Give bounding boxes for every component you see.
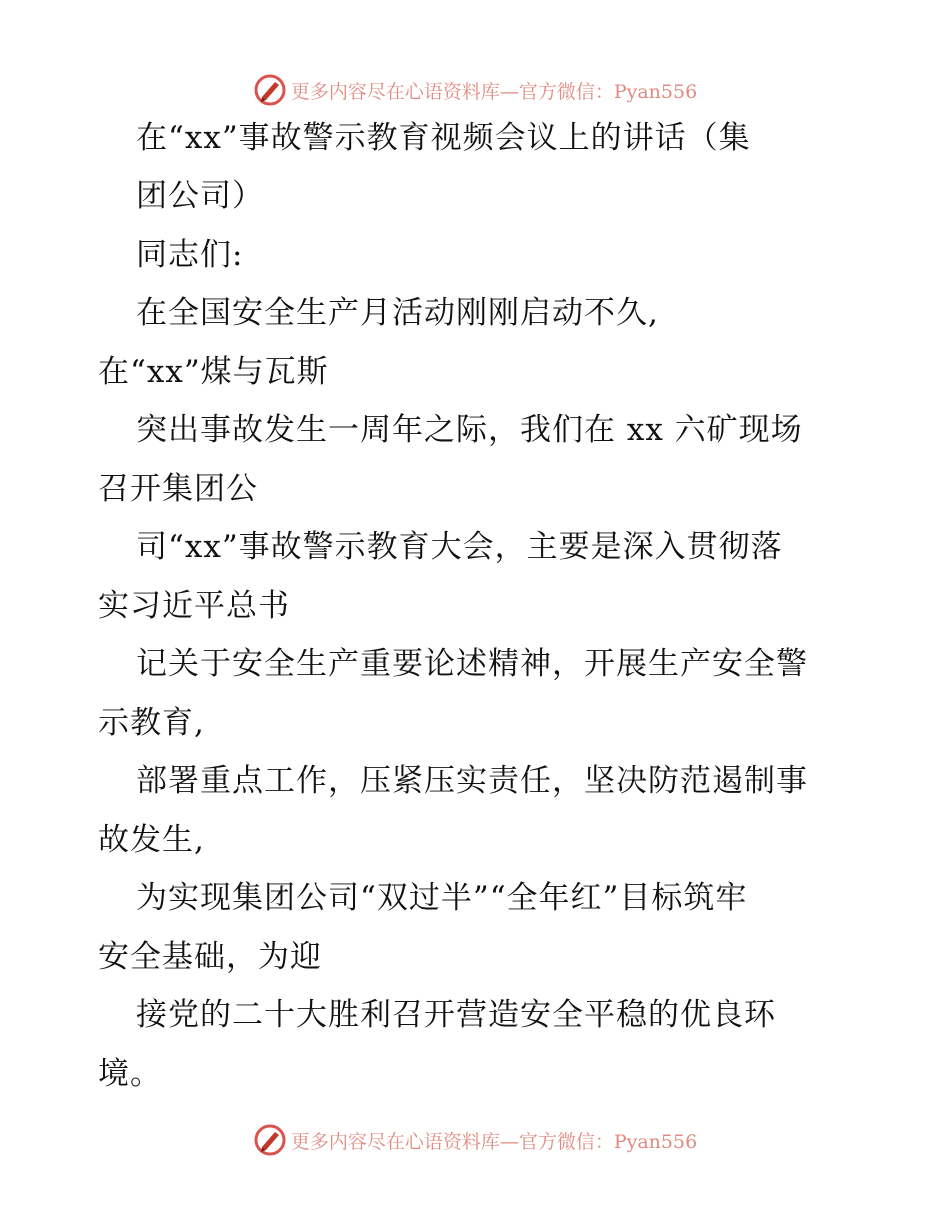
- paragraph-line: 司“xx”事故警示教育大会，主要是深入贯彻落: [136, 529, 783, 565]
- salutation: 同志们:: [136, 237, 244, 273]
- paragraph-line: 在“xx”煤与瓦斯: [98, 354, 329, 390]
- title-line-2: 团公司）: [136, 178, 264, 214]
- pen-circle-logo-icon: [253, 1123, 287, 1157]
- paragraph-line: 为实现集团公司“双过半”“全年红”目标筑牢: [136, 880, 748, 916]
- paragraph-line: 接党的二十大胜利召开营造安全平稳的优良环: [136, 997, 776, 1033]
- paragraph-line: 召开集团公: [98, 471, 258, 507]
- paragraph-line: 故发生,: [98, 822, 205, 858]
- banner-text: 更多内容尽在心语资料库—官方微信：Pyan556: [290, 80, 698, 103]
- banner-text: 更多内容尽在心语资料库—官方微信：Pyan556: [290, 1130, 698, 1153]
- pen-circle-logo-icon: [253, 73, 287, 107]
- paragraph-line: 安全基础，为迎: [98, 939, 322, 975]
- paragraph-line: 部署重点工作，压紧压实责任，坚决防范遏制事: [136, 763, 808, 799]
- paragraph-line: 突出事故发生一周年之际，我们在 xx 六矿现场: [136, 412, 803, 448]
- footer-banner: [0, 1120, 950, 1160]
- paragraph-line: 实习近平总书: [98, 588, 290, 624]
- paragraph-line: 记关于安全生产重要论述精神，开展生产安全警: [136, 646, 808, 682]
- paragraph-line: 示教育,: [98, 705, 205, 741]
- paragraph-line: 在全国安全生产月活动刚刚启动不久,: [136, 295, 659, 331]
- header-banner: [0, 70, 950, 110]
- title-line-1: 在“xx”事故警示教育视频会议上的讲话（集: [136, 120, 751, 156]
- paragraph-line: 境。: [98, 1056, 162, 1092]
